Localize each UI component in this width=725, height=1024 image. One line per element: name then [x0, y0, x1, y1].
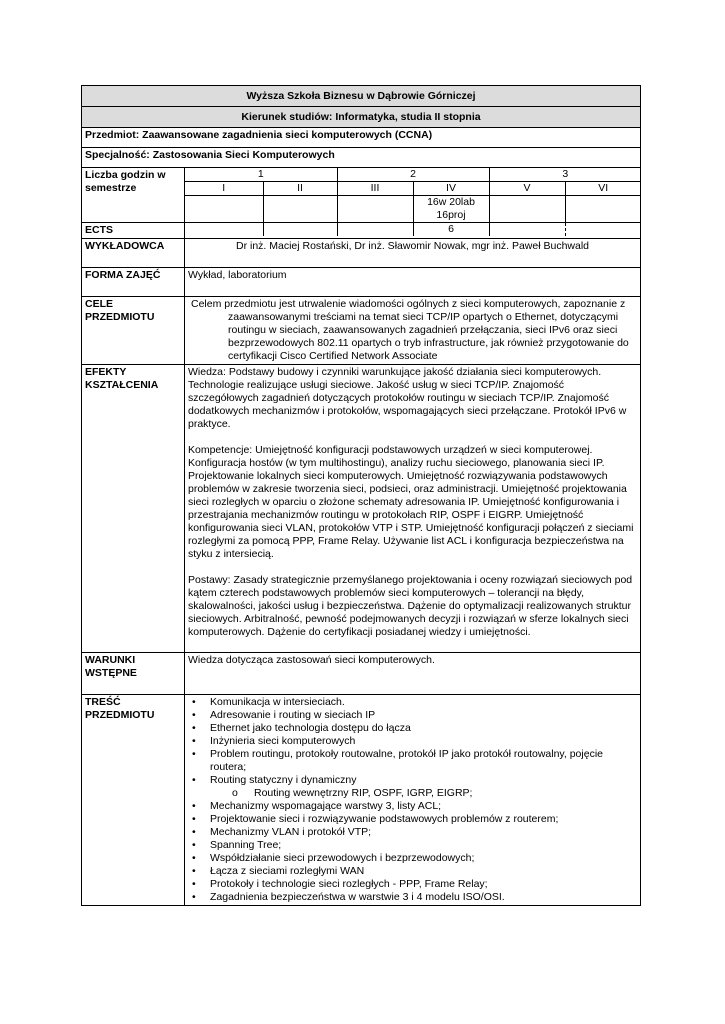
effects-row — [82, 365, 641, 653]
direction-row — [82, 107, 641, 128]
hours-vi — [565, 196, 641, 223]
list-item — [188, 774, 637, 787]
school-name: Wyższa Szkoła Biznesu w Dąbrowie Górniczej — [82, 86, 641, 107]
list-item-text: Współdziałanie sieci przewodowych i bezprzewodowych; — [210, 852, 475, 864]
bullet-icon: • — [192, 839, 196, 851]
ects-vi — [565, 223, 641, 236]
bullet-icon: • — [192, 774, 196, 786]
list-item — [188, 813, 637, 826]
list-item — [188, 696, 637, 709]
content-row — [82, 695, 641, 906]
effects-label-line2: KSZTAŁCENIA — [85, 379, 159, 391]
semester-v: V — [489, 182, 565, 196]
semester-vi: VI — [565, 182, 641, 196]
list-item-text: Spanning Tree; — [210, 839, 282, 851]
hours-iv — [413, 196, 489, 223]
hours-values-row — [185, 196, 641, 223]
semester-iv: IV — [413, 182, 489, 196]
subject-name: Przedmiot: Zaawansowane zagadnienia sieci komputerowych (CCNA) — [82, 128, 641, 148]
bullet-icon: • — [192, 735, 196, 747]
goals-label-line2: PRZEDMIOTU — [85, 311, 155, 323]
prereq-value: Wiedza dotycząca zastosowań sieci komputerowych. — [185, 653, 641, 695]
lecturer-label: WYKŁADOWCA — [82, 239, 185, 268]
bullet-icon: • — [192, 891, 196, 903]
semester-iii: III — [337, 182, 413, 196]
year-3: 3 — [489, 168, 641, 182]
ects-v — [489, 223, 565, 236]
list-item — [188, 735, 637, 748]
form-label: FORMA ZAJĘĆ — [82, 268, 185, 297]
effects-label — [82, 365, 185, 653]
goals-value — [185, 297, 641, 365]
list-item — [188, 800, 637, 813]
study-direction: Kierunek studiów: Informatyka, studia II stopnia — [82, 107, 641, 128]
content-label — [82, 695, 185, 906]
ects-iii — [337, 223, 413, 236]
list-item-text: Inżynieria sieci komputerowych — [210, 735, 356, 747]
bullet-icon: • — [192, 722, 196, 734]
goals-row — [82, 297, 641, 365]
bullet-icon: • — [192, 709, 196, 721]
circle-bullet-icon: o — [232, 787, 238, 799]
list-item — [188, 748, 637, 774]
list-item-text: Protokoły i technologie sieci rozległych - PPP, Frame Relay; — [210, 878, 488, 890]
list-item — [188, 709, 637, 722]
bullet-icon: • — [192, 852, 196, 864]
form-value: Wykład, laboratorium — [185, 268, 641, 297]
content-label-line2: PRZEDMIOTU — [85, 709, 155, 721]
hours-v — [489, 196, 565, 223]
year-2: 2 — [337, 168, 489, 182]
semesters-row — [185, 182, 641, 196]
school-row — [82, 86, 641, 107]
bullet-icon: • — [192, 878, 196, 890]
ects-label: ECTS — [82, 223, 185, 239]
ects-iv: 6 — [413, 223, 489, 236]
list-item — [188, 865, 637, 878]
sub-list-item — [188, 787, 637, 800]
goals-text: Celem przedmiotu jest utrwalenie wiadomości ogólnych z sieci komputerowych, zapoznanie z zaawansowanymi treściami na temat sieci TCP/IP opartych o Ethernet, dotyczącymi routingu w sieciach, zaawansowanych zagadnień przełączania, sieci IPv6 oraz sieci bezprzewodowych 802.11 opartych o tryb infrastructure, jak również przygotowanie do certyfikacji Cisco Certified Network Associate — [191, 298, 629, 362]
bullet-icon: • — [192, 696, 196, 708]
specialty-row — [82, 148, 641, 168]
ects-i — [185, 223, 263, 236]
hours-i — [185, 196, 263, 223]
list-item-text: Komunikacja w intersieciach. — [210, 696, 345, 708]
ects-grid-cell — [185, 223, 641, 239]
content-sublist — [188, 787, 637, 800]
effects-competence: Kompetencje: Umiejętność konfiguracji podstawowych urządzeń w sieci komputerowej. Konfiguracja hostów (w tym multihostingu), analizy ruchu sieciowego, planowania sieci IP. Projektowanie lokalnych sieci komputerowych. Umiejętność rozwiązywania podstawowych problemów w zakresie tworzenia sieci, podsieci, oraz administracji. Umiejętność projektowania sieci rozległych w oparciu o złożone schematy adresowania IP. Umiejętność konfigurowania i przestrajania mechanizmów routingu w protokołach RIP, OSPF i EIGRP. Umiejętność konfigurowania sieci VLAN, protokołów VTP i STP. Umiejętność konfiguracji połączeń z sieciami rozległymi za pomocą PPP, Frame Relay. Używanie list ACL i konfiguracja bezpieczeństwa na styku z intersiecią. — [188, 444, 634, 560]
list-item — [188, 722, 637, 735]
goals-label-line1: CELE — [85, 298, 114, 310]
list-item-text: Mechanizmy wspomagające warstwy 3, listy ACL; — [210, 800, 442, 812]
lecturer-value: Dr inż. Maciej Rostański, Dr inż. Sławomir Nowak, mgr inż. Paweł Buchwald — [185, 239, 641, 268]
lecturer-row — [82, 239, 641, 268]
hours-iv-line1: 16w 20lab — [427, 196, 475, 208]
form-row — [82, 268, 641, 297]
bullet-icon: • — [192, 826, 196, 838]
list-item-text: Projektowanie sieci i rozwiązywanie podstawowych problemów z routerem; — [210, 813, 559, 825]
specialty-name: Specjalność: Zastosowania Sieci Komputerowych — [82, 148, 641, 168]
years-row — [185, 168, 641, 182]
hours-iv-line2: 16proj — [436, 209, 466, 221]
semester-ii: II — [263, 182, 337, 196]
goals-label — [82, 297, 185, 365]
prereq-label-line2: WSTĘPNE — [85, 667, 137, 679]
effects-label-line1: EFEKTY — [85, 366, 127, 378]
content-list — [188, 696, 637, 787]
bullet-icon: • — [192, 813, 196, 825]
hours-label: Liczba godzin w semestrze — [82, 168, 185, 223]
list-item-text: Adresowanie i routing w sieciach IP — [210, 709, 376, 721]
list-item — [188, 826, 637, 839]
list-item — [188, 839, 637, 852]
ects-row — [82, 223, 641, 239]
bullet-icon: • — [192, 748, 196, 760]
hours-grid-cell — [185, 168, 641, 223]
year-1: 1 — [185, 168, 337, 182]
effects-value — [185, 365, 641, 653]
list-item-text: Zagadnienia bezpieczeństwa w warstwie 3 i 4 modelu ISO/OSI. — [210, 891, 505, 903]
hours-grid — [185, 168, 641, 222]
syllabus-table — [81, 85, 641, 906]
ects-ii — [263, 223, 337, 236]
list-item-text: Łącza z sieciami rozległymi WAN — [210, 865, 365, 877]
prereq-label — [82, 653, 185, 695]
effects-attitude: Postawy: Zasady strategicznie przemyślanego projektowania i oceny rozwiązań sieciowych pod kątem czterech podstawowych problemów sieci komputerowych – tolerancji na błędy, skalowalności, jakości usług i bezpieczeństwa. Dążenie do optymalizacji realizowanych struktur sieciowych. Arbitralność, pewność podejmowanych decyzji i rozwiązań w sferze lokalnych sieci komputerowych. Dążenie do certyfikacji posiadanej wiedzy i umiejętności. — [188, 574, 633, 638]
list-item — [188, 878, 637, 891]
bullet-icon: • — [192, 865, 196, 877]
ects-grid — [185, 223, 641, 236]
semester-i: I — [185, 182, 263, 196]
sub-list-item-text: Routing wewnętrzny RIP, OSPF, IGRP, EIGRP; — [254, 787, 473, 799]
effects-knowledge: Wiedza: Podstawy budowy i czynniki warunkujące jakość działania sieci komputerowych. Technologie realizujące usługi sieciowe. Jakość usług w sieci TCP/IP. Znajomość szczegółowych zagadnień dotyczących protokołów routingu w sieciach TCP/IP. Znajomość dodatkowych mechanizmów i protokołów, wspomagających sieci przełączane. Protokół IPv6 w praktyce. — [188, 366, 627, 430]
list-item-text: Ethernet jako technologia dostępu do łącza — [210, 722, 411, 734]
list-item-text: Problem routingu, protokoły routowalne, protokół IP jako protokół routowalny, pojęcie routera; — [210, 748, 603, 773]
hours-iii — [337, 196, 413, 223]
bullet-icon: • — [192, 800, 196, 812]
prereq-label-line1: WARUNKI — [85, 654, 136, 666]
content-value — [185, 695, 641, 906]
subject-row — [82, 128, 641, 148]
list-item-text: Routing statyczny i dynamiczny — [210, 774, 357, 786]
list-item-text: Mechanizmy VLAN i protokół VTP; — [210, 826, 372, 838]
prereq-row — [82, 653, 641, 695]
hours-row — [82, 168, 641, 223]
syllabus-sheet — [81, 85, 640, 906]
hours-ii — [263, 196, 337, 223]
list-item — [188, 852, 637, 865]
content-label-line1: TREŚĆ — [85, 696, 121, 708]
list-item — [188, 891, 637, 904]
content-list-continued — [188, 800, 637, 904]
